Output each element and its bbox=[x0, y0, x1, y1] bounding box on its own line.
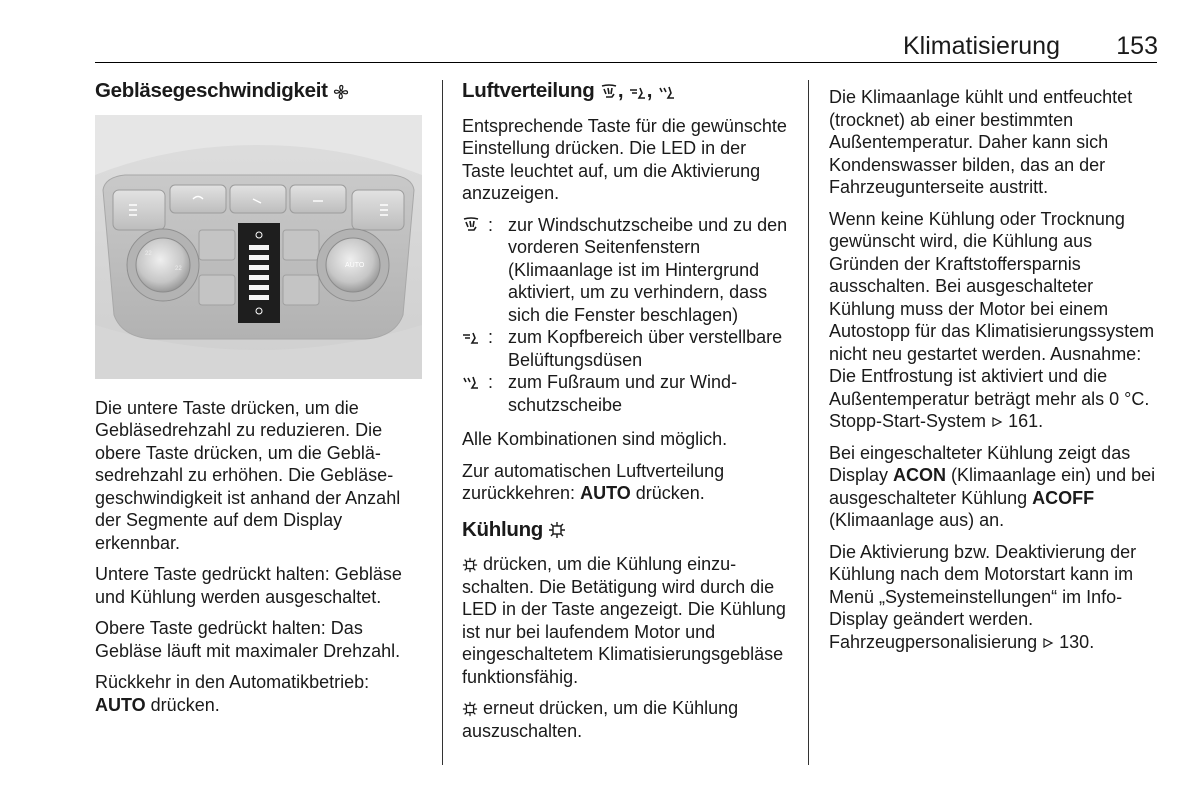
list-item: : zur Windschutzscheibe und zu den vorderen Seitenfenstern (Klimaanlage ist im Hintergrund aktiviert, um zu verhindern, dass sich die Fenster beschlagen) bbox=[462, 214, 792, 327]
paragraph: Alle Kombinationen sind möglich. bbox=[462, 429, 728, 449]
paragraph: Entsprechende Taste für die gewünschte Einstellung drücken. Die LED in der Taste leuchtet auf, um die Aktivierung anzuzeigen. bbox=[462, 115, 787, 203]
windshield-airflow-icon bbox=[600, 84, 618, 100]
auto-keyword: AUTO bbox=[580, 483, 631, 503]
section-heading-fan-speed: Gebläsegeschwindigkeit bbox=[95, 80, 430, 103]
acon-keyword: ACON bbox=[893, 465, 947, 485]
column-1 bbox=[95, 80, 430, 725]
head-airflow-icon bbox=[462, 329, 480, 345]
column-2 bbox=[462, 80, 792, 751]
knob-label-left: 22 bbox=[145, 250, 152, 257]
page-reference-link[interactable]: 161 bbox=[1008, 411, 1039, 431]
paragraph: Die Aktivierung bzw. Deaktivierung der Kühlung nach dem Motorstart kann im Menü „Systemeinstellungen“ im Info-Display geändert werden. Fahrzeugpersonalisierung 130. bbox=[829, 541, 1137, 652]
list-item: : zum Kopfbereich über verstellbare Belüftungsdüsen bbox=[462, 326, 792, 371]
page-header-title: Klimatisierung bbox=[902, 32, 1060, 60]
knob-auto-label: AUTO bbox=[345, 261, 365, 269]
paragraph: Zur automatischen Luftverteilung zurückkehren: AUTO drücken. bbox=[462, 460, 725, 503]
paragraph: Wenn keine Kühlung oder Trocknung gewünscht wird, die Kühlung aus Gründen der Kraftstoffersparnis ausschalten. Bei ausgeschalteter Kühlung muss der Motor bei einem Autostopp für das Klimatisierungssystem nicht neu gestartet werden. Ausnahme: Die Entfrostung ist aktiviert und die Außentemperatur beträgt mehr als 0 °C. Stopp-Start-System 161. bbox=[829, 208, 1155, 431]
section-heading-cooling: Kühlung bbox=[462, 519, 792, 542]
column-divider-1 bbox=[442, 80, 443, 765]
column-3 bbox=[829, 86, 1159, 662]
air-distribution-list bbox=[462, 214, 792, 417]
header-rule bbox=[95, 62, 1157, 63]
fan-icon bbox=[333, 84, 349, 100]
page-reference-arrow-icon bbox=[991, 416, 1003, 428]
page-reference-arrow-icon bbox=[1042, 637, 1054, 649]
head-airflow-icon bbox=[629, 84, 647, 100]
snowflake-icon bbox=[462, 557, 478, 573]
foot-airflow-icon bbox=[462, 374, 480, 390]
foot-airflow-icon bbox=[658, 84, 676, 100]
windshield-airflow-icon bbox=[462, 217, 480, 233]
snowflake-icon bbox=[548, 521, 566, 539]
page-reference-link[interactable]: 130 bbox=[1059, 631, 1090, 652]
acoff-keyword: ACOFF bbox=[1032, 487, 1095, 508]
paragraph: drücken, um die Kühlung einzuschalten. Die Betätigung wird durch die LED in der Taste angezeigt. Die Kühlung ist nur bei laufendem Motor und eingeschaltetem Klimatisierungsgebläse funktionsfähig. bbox=[462, 554, 786, 687]
snowflake-icon bbox=[462, 701, 478, 717]
climate-control-panel-photo bbox=[95, 115, 422, 379]
column-divider-2 bbox=[808, 80, 809, 765]
list-item: : zum Fußraum und zur Windschutzscheibe bbox=[462, 371, 792, 416]
page-number: 153 bbox=[1116, 32, 1158, 60]
knob-label-right: 22 bbox=[175, 265, 182, 272]
paragraph: erneut drücken, um die Kühlung auszuschalten. bbox=[462, 698, 739, 741]
paragraph: Untere Taste gedrückt halten: Gebläse und Kühlung werden ausgeschaltet. bbox=[95, 564, 402, 607]
paragraph: Bei eingeschalteter Kühlung zeigt das Display ACON (Klimaanlage ein) und bei ausgeschalteter Kühlung ACOFF (Klimaanlage aus) an. bbox=[829, 442, 1156, 530]
paragraph: Die Klimaanlage kühlt und entfeuchtet (trocknet) ab einer bestimmten Außentemperatur. Daher kann sich Kondenswasser bilden, das an der Fahrzeugunterseite austritt. bbox=[829, 87, 1133, 197]
auto-keyword: AUTO bbox=[95, 694, 146, 715]
paragraph: Rückkehr in den Automatikbetrieb: AUTO drücken. bbox=[95, 672, 370, 715]
section-heading-air-distribution: Luftverteilung , , bbox=[462, 80, 792, 103]
paragraph: Die untere Taste drücken, um die Gebläsedrehzahl zu reduzieren. Die obere Taste drücken, um die Gebläsedrehzahl zu erhöhen. Die Gebläsegeschwindigkeit ist anhand der Anzahl der Segmente auf dem Display erkennbar. bbox=[95, 397, 401, 553]
paragraph: Obere Taste gedrückt halten: Das Gebläse läuft mit maximaler Drehzahl. bbox=[95, 618, 401, 661]
